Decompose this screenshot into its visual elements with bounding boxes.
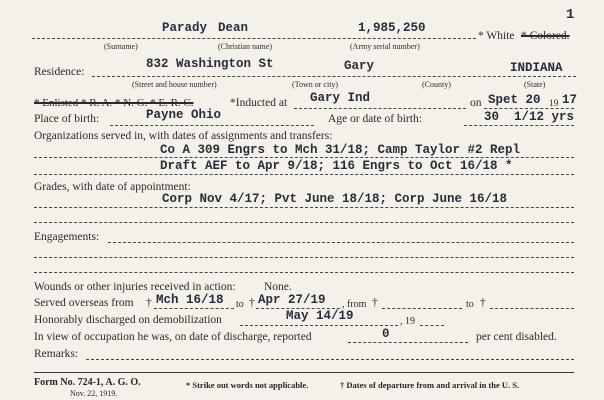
town-caption: (Town or city) <box>292 80 339 89</box>
name-line <box>32 38 476 39</box>
age-label: Age or date of birth: <box>328 113 422 125</box>
overseas-from-2-line <box>382 308 462 309</box>
grades-line-1: Corp Nov 4/17; Pvt June 18/18; Corp June 16/18 <box>162 192 508 206</box>
discharge-label: Honorably discharged on demobilization <box>34 314 222 326</box>
inducted-year-value: 17 <box>562 93 578 107</box>
engagements-rule-3 <box>34 272 574 273</box>
engagements-rule-2 <box>34 257 574 258</box>
organizations-line-1: Co A 309 Engrs to Mch 31/18; Camp Taylor #2 Repl <box>160 143 521 157</box>
grades-rule-2 <box>34 222 574 223</box>
card-number: 1 <box>566 7 575 23</box>
overseas-dagger-1: † <box>146 297 152 309</box>
age-value: 30 1/12 yrs <box>484 110 575 124</box>
discharge-date-line <box>240 325 398 326</box>
overseas-dagger-3: † <box>372 297 378 309</box>
street-caption: (Street and house number) <box>132 80 217 89</box>
disability-line <box>348 342 468 343</box>
place-of-birth-line <box>110 125 314 126</box>
form-number: Form No. 724-1, A. G. O. <box>34 377 141 388</box>
organizations-rule-2 <box>34 174 574 175</box>
overseas-dagger-2: † <box>249 297 255 309</box>
overseas-to-label-2: to <box>466 299 474 310</box>
overseas-to-1-value: Apr 27/19 <box>258 293 326 307</box>
state-caption: (State) <box>524 80 546 89</box>
enlisted-options-struck: * Enlisted * R. A. * N. G. * E. R. C. <box>34 97 194 109</box>
christian-name-caption: (Christian name) <box>218 42 272 51</box>
residence-label: Residence: <box>34 66 85 78</box>
place-of-birth-label: Place of birth: <box>34 113 100 125</box>
footer-rule <box>34 372 574 373</box>
town-value: Gary <box>344 59 375 73</box>
inducted-date-value: Spet 20 <box>488 93 541 107</box>
engagements-label: Engagements: <box>34 231 100 243</box>
surname-caption: (Surname) <box>104 42 138 51</box>
disability-value: 0 <box>382 327 390 341</box>
surname-value: Parady <box>162 21 208 35</box>
overseas-from-1-line <box>154 308 234 309</box>
white-label: * White <box>478 30 515 42</box>
overseas-from-1-value: Mch 16/18 <box>156 293 224 307</box>
inducted-place-value: Gary Ind <box>310 91 371 105</box>
overseas-from-label-2: , from <box>342 299 367 310</box>
inducted-year-prefix: 19 <box>549 99 559 109</box>
serial-number-value: 1,985,250 <box>358 21 426 35</box>
state-value: INDIANA <box>510 61 563 75</box>
grades-rule-1 <box>34 207 574 208</box>
engagements-rule-1 <box>108 242 574 243</box>
organizations-rule-1 <box>34 157 574 158</box>
wounds-label: Wounds or other injuries received in action: <box>34 281 236 293</box>
organizations-label: Organizations served in, with dates of assignments and transfers: <box>34 130 333 142</box>
overseas-dagger-4: † <box>480 297 486 309</box>
place-of-birth-value: Payne Ohio <box>146 108 222 122</box>
county-caption: (County) <box>422 80 451 89</box>
inducted-place-line <box>294 108 466 109</box>
colored-label-struck: * Colored. <box>521 30 570 42</box>
overseas-to-2-line <box>490 308 574 309</box>
on-label: on <box>470 97 482 109</box>
organizations-line-2: Draft AEF to Apr 9/18; 116 Engrs to Oct 16/18 * <box>160 159 513 173</box>
strike-note: * Strike out words not applicable. <box>186 380 309 390</box>
street-value: 832 Washington St <box>146 57 274 71</box>
form-date: Nov. 22, 1919. <box>70 389 118 398</box>
remarks-label: Remarks: <box>34 348 79 360</box>
served-overseas-label: Served overseas from <box>34 297 134 309</box>
inducted-label: *Inducted at <box>230 97 288 109</box>
dates-note: † Dates of departure from and arrival in the U. S. <box>340 380 520 390</box>
discharge-year-line <box>420 325 444 326</box>
inducted-date-line <box>484 108 574 109</box>
grades-label: Grades, with date of appointment: <box>34 181 191 193</box>
wounds-value: None. <box>264 281 292 293</box>
residence-line <box>92 76 576 77</box>
discharge-date-value: May 14/19 <box>286 309 354 323</box>
disability-label: In view of occupation he was, on date of discharge, reported <box>34 331 312 343</box>
serial-number-caption: (Army serial number) <box>350 42 420 51</box>
age-line <box>464 125 574 126</box>
disability-suffix: per cent disabled. <box>476 331 557 343</box>
discharge-year-prefix: , 19 <box>400 316 415 327</box>
overseas-to-label-1: to <box>236 299 244 310</box>
christian-name-value: Dean <box>218 21 249 35</box>
remarks-rule-1 <box>86 359 574 360</box>
